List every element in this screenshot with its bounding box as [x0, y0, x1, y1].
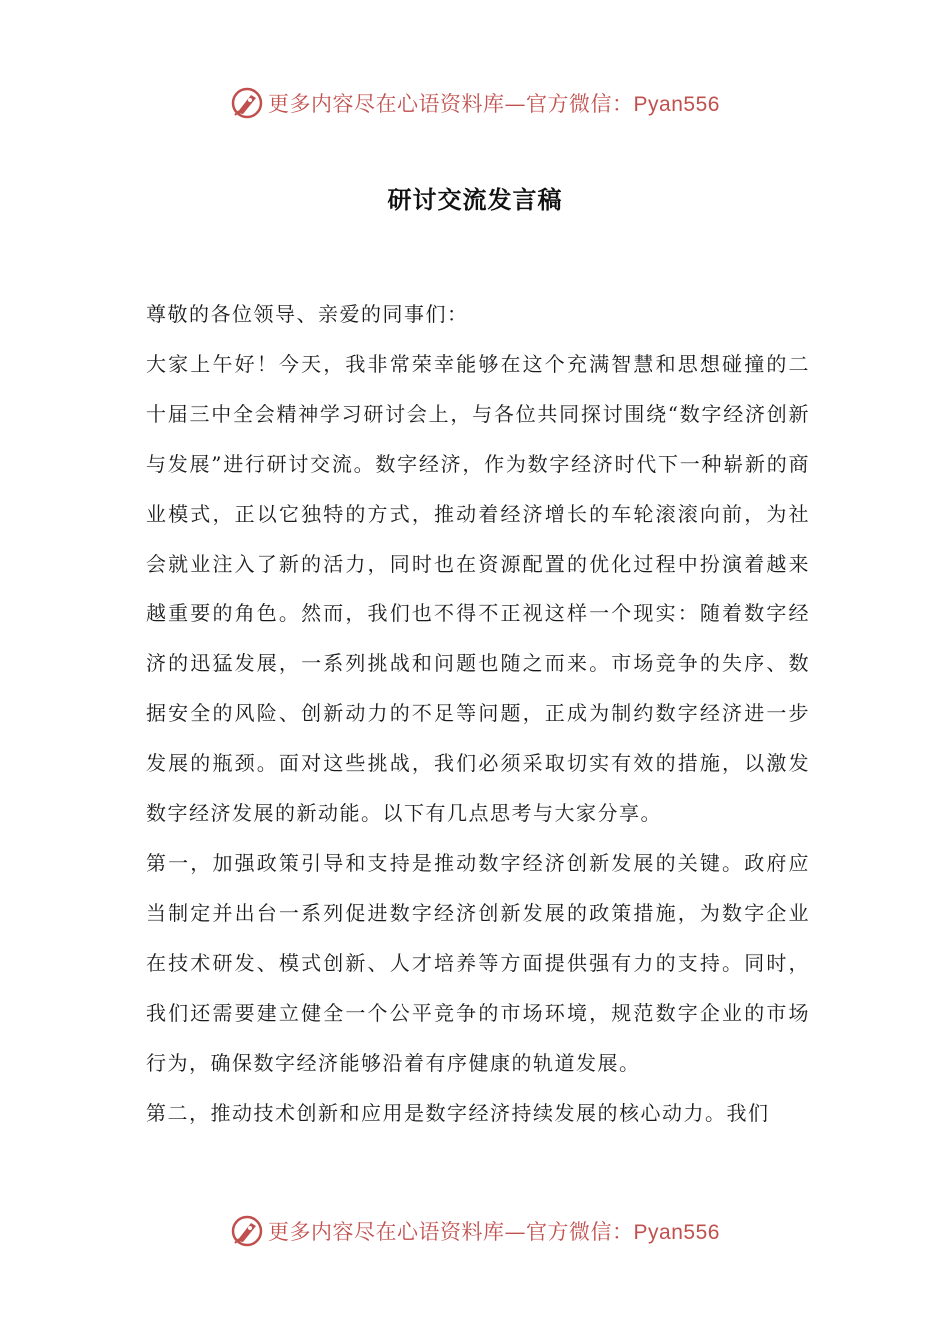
salutation-paragraph: 尊敬的各位领导、亲爱的同事们：	[146, 302, 469, 326]
pen-nib-logo-icon	[230, 86, 264, 120]
banner-label: 官方微信：	[526, 1220, 634, 1244]
pen-nib-logo-icon	[230, 1214, 264, 1248]
banner-label: 官方微信：	[526, 92, 634, 116]
banner-dash: —	[504, 92, 527, 116]
banner-dash: —	[504, 1220, 527, 1244]
banner-text	[268, 1216, 720, 1246]
banner-text	[268, 88, 720, 118]
document-body	[146, 290, 810, 1138]
banner-wechat-id: Pyan556	[633, 93, 720, 116]
point-one-paragraph: 第一，加强政策引导和支持是推动数字经济创新发展的关键。政府应当制定并出台一系列促进数字经济创新发展的政策措施，为数字企业在技术研发、模式创新、人才培养等方面提供强有力的支持。同时，我们还需要建立健全一个公平竞争的市场环境，规范数字企业的市场行为，确保数字经济能够沿着有序健康的轨道发展。	[146, 850, 810, 1075]
banner-main-text: 更多内容尽在心语资料库	[268, 1220, 505, 1244]
footer-banner	[0, 1211, 950, 1251]
document-title: 研讨交流发言稿	[387, 185, 563, 214]
banner-main-text: 更多内容尽在心语资料库	[268, 92, 505, 116]
point-two-paragraph: 第二，推动技术创新和应用是数字经济持续发展的核心动力。我们	[146, 1100, 770, 1125]
intro-paragraph: 大家上午好！今天，我非常荣幸能够在这个充满智慧和思想碰撞的二十届三中全会精神学习研讨会上，与各位共同探讨围绕“数字经济创新与发展”进行研讨交流。数字经济，作为数字经济时代下一种崭新的商业模式，正以它独特的方式，推动着经济增长的车轮滚滚向前，为社会就业注入了新的活力，同时也在资源配置的优化过程中扮演着越来越重要的角色。然而，我们也不得不正视这样一个现实：随着数字经济的迅猛发展，一系列挑战和问题也随之而来。市场竞争的失序、数据安全的风险、创新动力的不足等问题，正成为制约数字经济进一步发展的瓶颈。面对这些挑战，我们必须采取切实有效的措施，以激发数字经济发展的新动能。以下有几点思考与大家分享。	[146, 351, 810, 826]
header-banner	[0, 83, 950, 123]
banner-wechat-id: Pyan556	[633, 1221, 720, 1244]
